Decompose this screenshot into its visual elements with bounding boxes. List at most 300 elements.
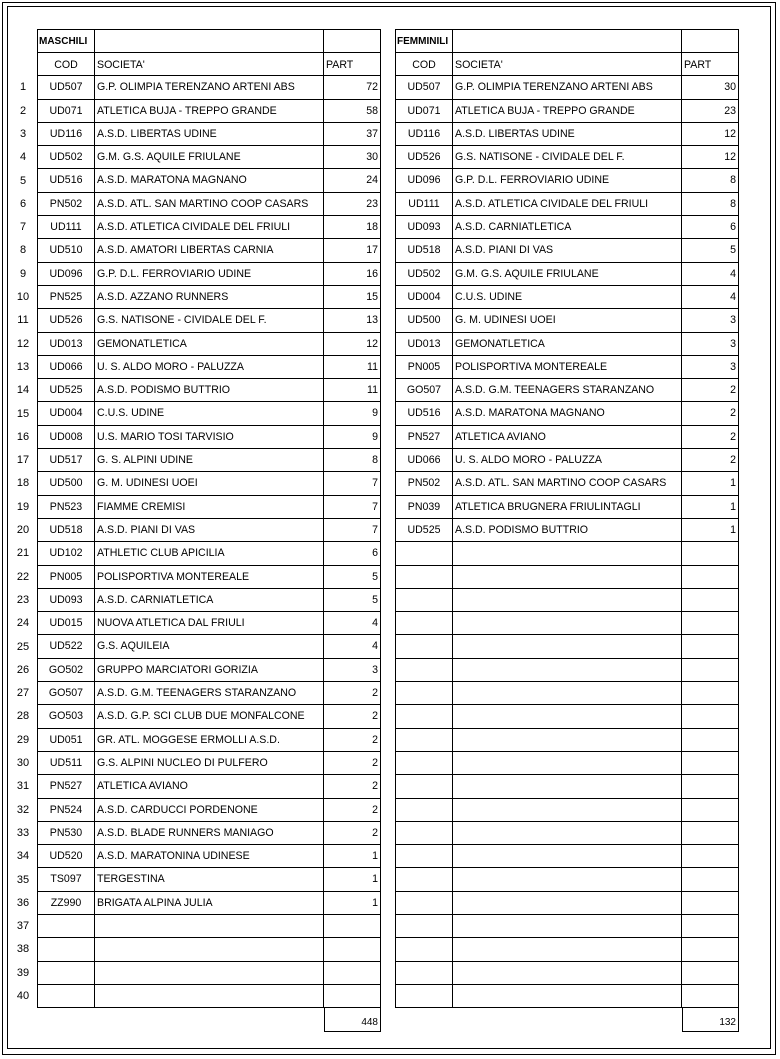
societa-cell: G.P. OLIMPIA TERENZANO ARTENI ABS — [95, 76, 324, 98]
societa-cell: U. S. ALDO MORO - PALUZZA — [453, 449, 682, 471]
maschili-col-societa: SOCIETA' — [95, 53, 324, 75]
table-row — [395, 356, 739, 379]
societa-cell: ATLETICA AVIANO — [453, 426, 682, 448]
table-row — [37, 752, 381, 775]
societa-cell — [453, 915, 682, 937]
cod-cell — [395, 659, 453, 681]
societa-cell: POLISPORTIVA MONTEREALE — [453, 356, 682, 378]
cod-cell: UD116 — [395, 123, 453, 145]
part-cell — [682, 589, 739, 611]
part-cell: 1 — [324, 868, 381, 890]
table-row — [37, 76, 381, 99]
societa-cell: FIAMME CREMISI — [95, 496, 324, 518]
cod-cell: PN527 — [37, 775, 95, 797]
part-cell: 16 — [324, 263, 381, 285]
societa-cell: G.S. NATISONE - CIVIDALE DEL F. — [95, 309, 324, 331]
part-cell: 23 — [324, 193, 381, 215]
table-row — [37, 472, 381, 495]
cod-cell: UD093 — [37, 589, 95, 611]
part-cell: 4 — [682, 286, 739, 308]
societa-cell: A.S.D. ATL. SAN MARTINO COOP CASARS — [95, 193, 324, 215]
row-number: 19 — [16, 500, 30, 513]
cod-cell: PN039 — [395, 496, 453, 518]
societa-cell: G.M. G.S. AQUILE FRIULANE — [95, 146, 324, 168]
table-row — [37, 426, 381, 449]
part-cell: 30 — [682, 76, 739, 98]
part-cell: 5 — [324, 589, 381, 611]
part-cell: 11 — [324, 379, 381, 401]
cod-cell: UD518 — [395, 239, 453, 261]
cod-cell: UD507 — [395, 76, 453, 98]
part-cell: 2 — [324, 775, 381, 797]
part-cell: 1 — [682, 519, 739, 541]
cod-cell: UD522 — [37, 635, 95, 657]
row-number: 37 — [16, 920, 30, 933]
societa-cell: A.S.D. AMATORI LIBERTAS CARNIA — [95, 239, 324, 261]
table-row — [37, 333, 381, 356]
societa-cell — [95, 938, 324, 960]
table-row — [395, 915, 739, 938]
row-number: 1 — [19, 81, 27, 94]
row-number: 13 — [16, 360, 30, 373]
societa-cell — [453, 752, 682, 774]
row-number: 25 — [16, 640, 30, 653]
part-cell: 23 — [682, 100, 739, 122]
societa-cell — [453, 682, 682, 704]
table-row — [37, 193, 381, 216]
row-number: 39 — [16, 966, 30, 979]
femminili-title: FEMMINILI — [395, 30, 453, 52]
table-row — [37, 729, 381, 752]
societa-cell: NUOVA ATLETICA DAL FRIULI — [95, 612, 324, 634]
part-cell: 15 — [324, 286, 381, 308]
row-number: 29 — [16, 733, 30, 746]
table-row — [395, 705, 739, 728]
row-number: 18 — [16, 477, 30, 490]
table-row — [395, 309, 739, 332]
femminili-total: 132 — [682, 1008, 739, 1032]
part-cell: 2 — [324, 705, 381, 727]
femminili-col-cod: COD — [395, 53, 453, 75]
table-row — [37, 216, 381, 239]
row-number: 36 — [16, 896, 30, 909]
row-number: 33 — [16, 826, 30, 839]
table-row — [395, 449, 739, 472]
part-cell: 1 — [682, 472, 739, 494]
societa-cell: A.S.D. LIBERTAS UDINE — [453, 123, 682, 145]
table-row — [395, 100, 739, 123]
table-row — [395, 472, 739, 495]
cod-cell: PN523 — [37, 496, 95, 518]
table-row — [395, 892, 739, 915]
cod-cell — [395, 845, 453, 867]
table-row — [37, 822, 381, 845]
part-cell — [682, 752, 739, 774]
part-cell — [682, 682, 739, 704]
table-row — [395, 426, 739, 449]
table-row — [37, 169, 381, 192]
societa-cell: G.P. D.L. FERROVIARIO UDINE — [95, 263, 324, 285]
societa-cell — [453, 729, 682, 751]
societa-cell: A.S.D. BLADE RUNNERS MANIAGO — [95, 822, 324, 844]
table-row — [395, 169, 739, 192]
part-cell: 13 — [324, 309, 381, 331]
row-number: 40 — [16, 990, 30, 1002]
part-cell: 2 — [682, 379, 739, 401]
cod-cell — [395, 635, 453, 657]
cod-cell: UD071 — [37, 100, 95, 122]
part-cell: 4 — [324, 635, 381, 657]
table-row — [395, 729, 739, 752]
cod-cell — [395, 892, 453, 914]
table-row — [37, 775, 381, 798]
table-row — [395, 76, 739, 99]
maschili-rows — [37, 76, 381, 1008]
cod-cell: UD096 — [37, 263, 95, 285]
table-row — [37, 146, 381, 169]
femminili-col-societa: SOCIETA' — [453, 53, 682, 75]
femminili-title-blank — [453, 30, 682, 52]
part-cell: 9 — [324, 402, 381, 424]
cod-cell: UD102 — [37, 542, 95, 564]
cod-cell — [395, 566, 453, 588]
cod-cell: UD015 — [37, 612, 95, 634]
part-cell: 72 — [324, 76, 381, 98]
part-cell: 2 — [682, 402, 739, 424]
row-number: 22 — [16, 570, 30, 583]
cod-cell: UD516 — [395, 402, 453, 424]
part-cell — [324, 985, 381, 1007]
row-number: 21 — [16, 547, 30, 560]
row-number: 30 — [16, 757, 30, 769]
societa-cell: A.S.D. PIANI DI VAS — [453, 239, 682, 261]
cod-cell: UD516 — [37, 169, 95, 191]
societa-cell: A.S.D. ATLETICA CIVIDALE DEL FRIULI — [95, 216, 324, 238]
societa-cell — [453, 985, 682, 1007]
table-row — [37, 402, 381, 425]
societa-cell: GRUPPO MARCIATORI GORIZIA — [95, 659, 324, 681]
table-row — [395, 659, 739, 682]
part-cell — [324, 915, 381, 937]
table-row — [37, 379, 381, 402]
table-row — [395, 682, 739, 705]
table-row — [395, 752, 739, 775]
cod-cell: PN530 — [37, 822, 95, 844]
table-row — [37, 309, 381, 332]
cod-cell: UD093 — [395, 216, 453, 238]
societa-cell — [453, 612, 682, 634]
row-number: 32 — [16, 803, 30, 816]
row-number: 35 — [16, 873, 30, 886]
societa-cell: G.S. AQUILEIA — [95, 635, 324, 657]
cod-cell: PN527 — [395, 426, 453, 448]
table-row — [37, 799, 381, 822]
row-number: 7 — [19, 221, 27, 234]
part-cell — [682, 775, 739, 797]
cod-cell — [395, 775, 453, 797]
societa-cell: A.S.D. LIBERTAS UDINE — [95, 123, 324, 145]
table-row — [395, 775, 739, 798]
table-row — [395, 612, 739, 635]
femminili-title-row — [395, 29, 739, 53]
table-row — [37, 659, 381, 682]
part-cell — [682, 892, 739, 914]
row-number: 24 — [16, 617, 30, 630]
societa-cell — [453, 868, 682, 890]
societa-cell — [453, 589, 682, 611]
societa-cell: GR. ATL. MOGGESE ERMOLLI A.S.D. — [95, 729, 324, 751]
table-row — [37, 100, 381, 123]
cod-cell: UD066 — [37, 356, 95, 378]
part-cell: 8 — [682, 169, 739, 191]
row-number: 6 — [19, 197, 27, 210]
societa-cell: U.S. MARIO TOSI TARVISIO — [95, 426, 324, 448]
cod-cell: UD511 — [37, 752, 95, 774]
societa-cell — [453, 542, 682, 564]
table-row — [395, 216, 739, 239]
cod-cell: TS097 — [37, 868, 95, 890]
societa-cell: G.P. OLIMPIA TERENZANO ARTENI ABS — [453, 76, 682, 98]
cod-cell — [395, 705, 453, 727]
part-cell: 58 — [324, 100, 381, 122]
cod-cell: UD502 — [395, 263, 453, 285]
row-number: 14 — [16, 384, 30, 397]
table-row — [37, 542, 381, 565]
part-cell: 12 — [324, 333, 381, 355]
cod-cell: UD526 — [395, 146, 453, 168]
table-row — [395, 822, 739, 845]
part-cell: 5 — [324, 566, 381, 588]
cod-cell: GO507 — [395, 379, 453, 401]
part-cell: 3 — [324, 659, 381, 681]
part-cell: 2 — [682, 426, 739, 448]
row-number: 2 — [19, 104, 27, 117]
cod-cell: UD004 — [37, 402, 95, 424]
part-cell — [682, 542, 739, 564]
table-row — [395, 123, 739, 146]
table-row — [395, 589, 739, 612]
societa-cell: POLISPORTIVA MONTEREALE — [95, 566, 324, 588]
part-cell — [324, 962, 381, 984]
table-row — [395, 146, 739, 169]
societa-cell: G. S. ALPINI UDINE — [95, 449, 324, 471]
part-cell — [682, 612, 739, 634]
table-row — [37, 682, 381, 705]
societa-cell: A.S.D. PIANI DI VAS — [95, 519, 324, 541]
societa-cell: G.M. G.S. AQUILE FRIULANE — [453, 263, 682, 285]
part-cell: 12 — [682, 123, 739, 145]
table-row — [37, 589, 381, 612]
table-row — [395, 566, 739, 589]
row-number: 10 — [16, 291, 30, 303]
societa-cell: A.S.D. ATL. SAN MARTINO COOP CASARS — [453, 472, 682, 494]
part-cell: 3 — [682, 333, 739, 355]
cod-cell: PN502 — [395, 472, 453, 494]
societa-cell — [453, 635, 682, 657]
table-row — [37, 845, 381, 868]
part-cell — [682, 659, 739, 681]
cod-cell: PN525 — [37, 286, 95, 308]
table-row — [395, 402, 739, 425]
part-cell — [324, 938, 381, 960]
societa-cell: GEMONATLETICA — [95, 333, 324, 355]
cod-cell: UD525 — [395, 519, 453, 541]
societa-cell — [453, 799, 682, 821]
femminili-rows — [395, 76, 739, 1008]
table-row — [395, 868, 739, 891]
part-cell: 6 — [324, 542, 381, 564]
societa-cell — [453, 845, 682, 867]
societa-cell: C.U.S. UDINE — [95, 402, 324, 424]
part-cell — [682, 938, 739, 960]
societa-cell: A.S.D. PODISMO BUTTRIO — [453, 519, 682, 541]
table-row — [395, 333, 739, 356]
table-row — [37, 938, 381, 961]
societa-cell: A.S.D. ATLETICA CIVIDALE DEL FRIULI — [453, 193, 682, 215]
cod-cell — [37, 962, 95, 984]
cod-cell: UD096 — [395, 169, 453, 191]
societa-cell — [95, 915, 324, 937]
cod-cell — [395, 752, 453, 774]
societa-cell: A.S.D. CARDUCCI PORDENONE — [95, 799, 324, 821]
row-number: 27 — [16, 687, 30, 700]
row-number: 15 — [16, 407, 30, 420]
table-row — [37, 449, 381, 472]
cod-cell: UD008 — [37, 426, 95, 448]
cod-cell: UD116 — [37, 123, 95, 145]
part-cell: 1 — [324, 845, 381, 867]
cod-cell: UD500 — [37, 472, 95, 494]
cod-cell — [395, 612, 453, 634]
maschili-total: 448 — [324, 1008, 381, 1032]
cod-cell: PN524 — [37, 799, 95, 821]
part-cell — [682, 729, 739, 751]
cod-cell: UD013 — [395, 333, 453, 355]
societa-cell: TERGESTINA — [95, 868, 324, 890]
row-number: 11 — [17, 314, 29, 327]
femminili-col-part: PART — [682, 53, 739, 75]
cod-cell — [395, 682, 453, 704]
maschili-table — [37, 29, 381, 1029]
part-cell — [682, 799, 739, 821]
cod-cell: UD013 — [37, 333, 95, 355]
societa-cell: A.S.D. MARATONA MAGNANO — [95, 169, 324, 191]
cod-cell: UD517 — [37, 449, 95, 471]
cod-cell — [395, 589, 453, 611]
cod-cell: UD066 — [395, 449, 453, 471]
row-number: 17 — [16, 454, 30, 467]
row-number: 23 — [16, 593, 30, 606]
table-row — [37, 566, 381, 589]
table-row — [395, 962, 739, 985]
cod-cell: GO502 — [37, 659, 95, 681]
cod-cell: UD526 — [37, 309, 95, 331]
cod-cell: ZZ990 — [37, 892, 95, 914]
part-cell: 9 — [324, 426, 381, 448]
row-number: 4 — [19, 151, 27, 164]
societa-cell — [453, 892, 682, 914]
table-row — [37, 612, 381, 635]
table-row — [395, 938, 739, 961]
societa-cell — [453, 705, 682, 727]
societa-cell: ATLETICA AVIANO — [95, 775, 324, 797]
row-number: 9 — [19, 267, 27, 280]
cod-cell — [37, 985, 95, 1007]
table-row — [37, 892, 381, 915]
table-row — [37, 519, 381, 542]
societa-cell: A.S.D. G.M. TEENAGERS STARANZANO — [95, 682, 324, 704]
societa-cell: A.S.D. G.M. TEENAGERS STARANZANO — [453, 379, 682, 401]
societa-cell: A.S.D. G.P. SCI CLUB DUE MONFALCONE — [95, 705, 324, 727]
part-cell: 3 — [682, 309, 739, 331]
part-cell: 2 — [682, 449, 739, 471]
societa-cell — [453, 962, 682, 984]
part-cell: 24 — [324, 169, 381, 191]
part-cell: 7 — [324, 472, 381, 494]
cod-cell: UD525 — [37, 379, 95, 401]
cod-cell — [37, 938, 95, 960]
part-cell: 2 — [324, 752, 381, 774]
table-row — [395, 519, 739, 542]
cod-cell: UD502 — [37, 146, 95, 168]
row-number: 8 — [19, 244, 27, 257]
maschili-col-part: PART — [324, 53, 381, 75]
femminili-title-blank-part — [682, 30, 739, 52]
societa-cell: G.P. D.L. FERROVIARIO UDINE — [453, 169, 682, 191]
cod-cell: UD051 — [37, 729, 95, 751]
part-cell — [682, 635, 739, 657]
table-row — [395, 799, 739, 822]
societa-cell: ATLETICA BUJA - TREPPO GRANDE — [95, 100, 324, 122]
table-row — [395, 985, 739, 1008]
maschili-header-row — [37, 53, 381, 76]
societa-cell: A.S.D. MARATONINA UDINESE — [95, 845, 324, 867]
table-row — [395, 239, 739, 262]
maschili-title: MASCHILI — [37, 30, 95, 52]
cod-cell: UD111 — [395, 193, 453, 215]
cod-cell: UD507 — [37, 76, 95, 98]
cod-cell: UD520 — [37, 845, 95, 867]
cod-cell — [395, 962, 453, 984]
part-cell: 2 — [324, 822, 381, 844]
part-cell: 12 — [682, 146, 739, 168]
row-number: 20 — [16, 524, 30, 536]
part-cell: 5 — [682, 239, 739, 261]
societa-cell — [453, 659, 682, 681]
table-row — [37, 985, 381, 1008]
table-row — [37, 915, 381, 938]
cod-cell — [395, 822, 453, 844]
societa-cell — [453, 822, 682, 844]
part-cell — [682, 985, 739, 1007]
societa-cell — [95, 962, 324, 984]
societa-cell: BRIGATA ALPINA JULIA — [95, 892, 324, 914]
cod-cell — [395, 799, 453, 821]
societa-cell: A.S.D. MARATONA MAGNANO — [453, 402, 682, 424]
table-row — [395, 635, 739, 658]
societa-cell: A.S.D. CARNIATLETICA — [453, 216, 682, 238]
row-number: 5 — [19, 174, 27, 187]
societa-cell: G.S. NATISONE - CIVIDALE DEL F. — [453, 146, 682, 168]
maschili-title-row — [37, 29, 381, 53]
part-cell: 7 — [324, 496, 381, 518]
part-cell: 2 — [324, 799, 381, 821]
part-cell — [682, 962, 739, 984]
table-row — [37, 239, 381, 262]
femminili-header-row — [395, 53, 739, 76]
part-cell: 7 — [324, 519, 381, 541]
maschili-title-blank-part — [324, 30, 381, 52]
